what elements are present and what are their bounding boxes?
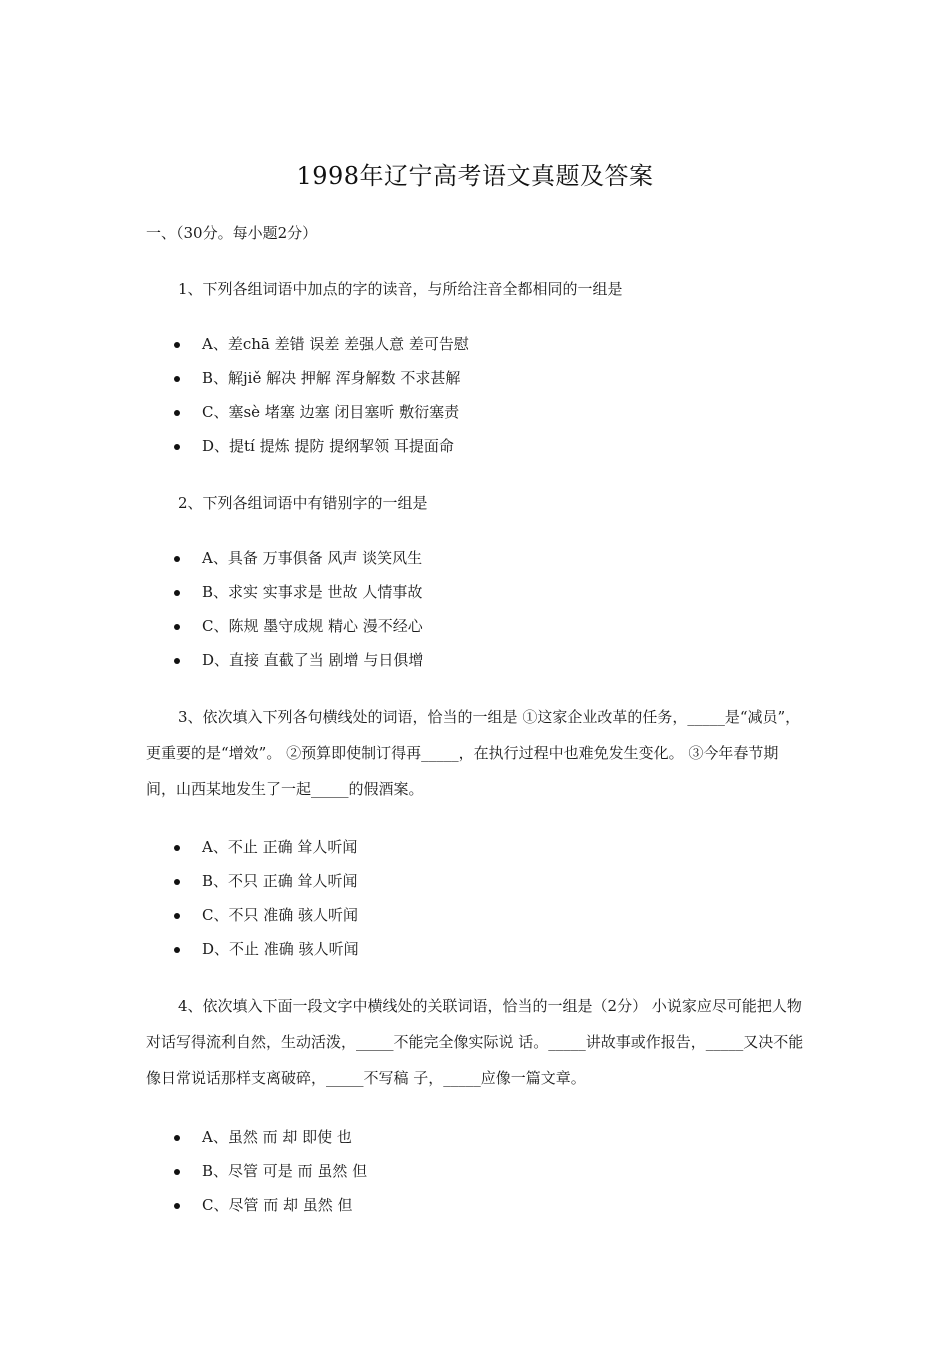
question-4-option-a [160,1120,367,1154]
bullet-icon [174,658,180,664]
option-text: C、塞sè 堵塞 边塞 闭目塞听 敷衍塞责 [202,403,460,421]
bullet-icon [174,342,180,348]
question-3-option-d [160,932,359,966]
question-3-options [160,830,359,966]
question-4-option-b [160,1154,367,1188]
question-4-options [160,1120,367,1222]
document-title: 1998年辽宁高考语文真题及答案 [296,162,654,190]
option-text: B、解jiě 解决 押解 浑身解数 不求甚解 [202,369,461,387]
bullet-icon [174,1135,180,1141]
option-text: B、求实 实事求是 世故 人情事故 [202,583,423,601]
option-text: C、陈规 墨守成规 精心 漫不经心 [202,617,423,635]
question-3-option-b [160,864,359,898]
bullet-icon [174,376,180,382]
question-2-stem: 2、下列各组词语中有错别字的一组是 [178,494,428,512]
option-text: A、不止 正确 耸人听闻 [202,838,358,856]
question-1-option-c [160,395,469,429]
question-3-option-a [160,830,359,864]
question-3-option-c [160,898,359,932]
bullet-icon [174,444,180,450]
option-text: C、不只 准确 骇人听闻 [202,906,359,924]
question-2-option-b [160,575,423,609]
question-1-options [160,327,469,463]
option-text: A、差chā 差错 误差 差强人意 差可告慰 [202,335,469,353]
option-text: C、尽管 而 却 虽然 但 [202,1196,353,1214]
bullet-icon [174,947,180,953]
bullet-icon [174,624,180,630]
bullet-icon [174,1169,180,1175]
question-4-option-c [160,1188,367,1222]
option-text: B、不只 正确 耸人听闻 [202,872,358,890]
bullet-icon [174,590,180,596]
question-2-options [160,541,423,677]
bullet-icon [174,556,180,562]
bullet-icon [174,879,180,885]
section-heading: 一、（30分。每小题2分） [146,224,318,242]
option-text: D、直接 直截了当 剧增 与日俱增 [202,651,424,669]
option-text: A、虽然 而 却 即使 也 [202,1128,352,1146]
question-4-stem: 4、依次填入下面一段文字中横线处的关联词语，恰当的一组是（2分） 小说家应尽可能把人物对话写得流利自然，生动活泼，_____不能完全像实际说 话。_____讲故事或作报告，_____又决不能像日常说话那样支离破碎，_____不写稿 子，_____应像一篇文章。 [146,997,804,1087]
question-3-stem: 3、依次填入下列各句横线处的词语，恰当的一组是 ①这家企业改革的任务，_____是“减员”，更重要的是“增效”。 ②预算即使制订得再_____，在执行过程中也难免发生变化。 ③今年春节期间，山西某地发生了一起_____的假酒案。 [146,708,801,798]
question-1-option-b [160,361,469,395]
question-1-option-d [160,429,469,463]
question-2-option-a [160,541,423,575]
question-2-option-c [160,609,423,643]
option-text: D、不止 准确 骇人听闻 [202,940,359,958]
option-text: B、尽管 可是 而 虽然 但 [202,1162,368,1180]
bullet-icon [174,410,180,416]
question-1-stem: 1、下列各组词语中加点的字的读音，与所给注音全都相同的一组是 [178,280,623,298]
bullet-icon [174,913,180,919]
bullet-icon [174,845,180,851]
question-2-option-d [160,643,423,677]
option-text: A、具备 万事俱备 风声 谈笑风生 [202,549,423,567]
option-text: D、提tí 提炼 提防 提纲挈领 耳提面命 [202,437,454,455]
question-1-option-a [160,327,469,361]
bullet-icon [174,1203,180,1209]
